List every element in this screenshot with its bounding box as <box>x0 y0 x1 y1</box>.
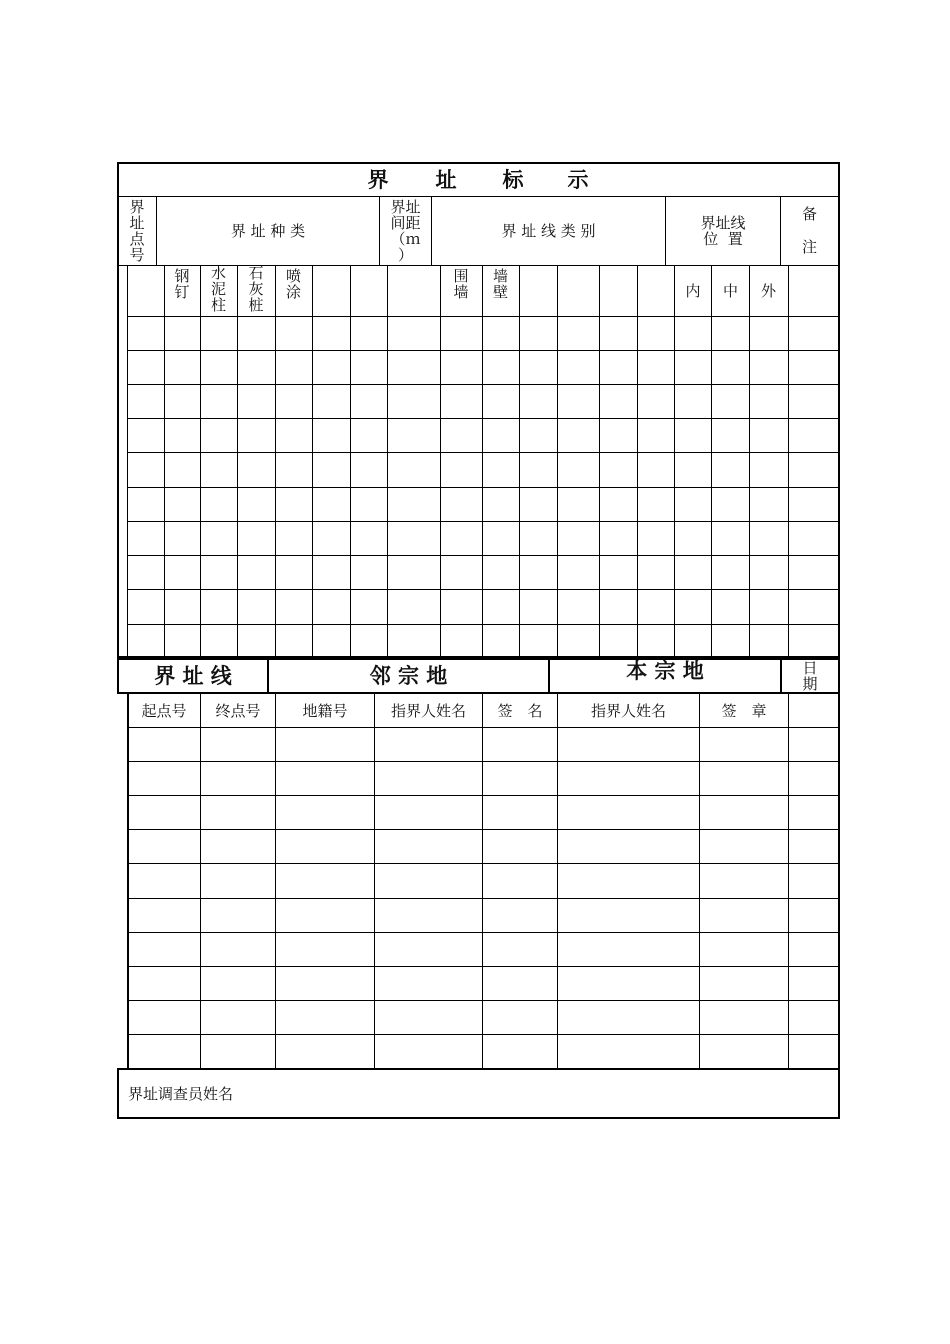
marker-grid-hline <box>127 589 839 590</box>
signature-grid-vline <box>699 694 700 1068</box>
section-title <box>118 163 838 196</box>
header-spacing <box>380 197 431 264</box>
marker-grid-vline <box>440 265 441 658</box>
marker-grid-hline <box>127 316 839 317</box>
header-point-number-char: 址 <box>129 213 145 232</box>
signature-grid-vline <box>557 694 558 1068</box>
header-remark <box>781 197 838 264</box>
marker-grid-vline <box>275 265 276 658</box>
title-char-2: 址 <box>435 166 457 192</box>
subheader-char: 石 <box>248 264 264 282</box>
marker-grid-vline <box>749 265 750 658</box>
marker-grid-vline <box>387 265 388 658</box>
signature-grid-hline <box>127 898 839 899</box>
marker-grid-vline <box>127 265 128 658</box>
col-this-seal: 签 章 <box>721 701 767 720</box>
signature-grid-vline <box>127 694 129 1068</box>
marker-grid-hline <box>127 384 839 385</box>
signature-grid-hline <box>127 966 839 967</box>
header-point-number-char: 界 <box>129 197 145 216</box>
header-line-category: 界 址 线 类 别 <box>501 221 596 240</box>
header-line-position-line: 位 置 <box>703 229 743 248</box>
subheader-char: 围 <box>453 267 469 285</box>
header-marker-type: 界 址 种 类 <box>230 221 306 240</box>
marker-grid-vline <box>200 265 201 658</box>
col-this-indicator-name: 指界人姓名 <box>590 701 666 720</box>
subheader-char: 墙 <box>492 267 508 285</box>
header-remark-char: 备 <box>801 204 817 223</box>
header-spacing-line: 界址 <box>390 197 421 216</box>
subheader-enclosure-wall <box>441 268 481 314</box>
marker-grid-vline <box>711 265 712 658</box>
signature-grid-hline <box>127 829 839 830</box>
label-neighbor-parcel: 邻 宗 地 <box>369 663 448 688</box>
title-char-4: 示 <box>567 166 589 192</box>
subheader-lime-stake <box>238 265 274 315</box>
col-end-point: 终点号 <box>215 701 261 720</box>
marker-grid-hline <box>127 521 839 522</box>
header-line-position <box>666 197 780 264</box>
subheader-spray-paint <box>276 268 311 314</box>
header-point-number <box>120 197 154 264</box>
label-date-char: 期 <box>802 674 818 693</box>
signature-grid-vline <box>275 694 276 1068</box>
marker-grid-vline <box>312 265 313 658</box>
label-date-char: 日 <box>802 658 818 677</box>
subheader-char: 柱 <box>210 296 226 314</box>
marker-grid-vline <box>674 265 675 658</box>
header-spacing-line: （ｍ <box>390 229 421 248</box>
marker-grid-vline <box>350 265 351 658</box>
header-line-position-line: 界址线 <box>700 213 746 232</box>
label-boundary-line: 界 址 线 <box>154 663 232 688</box>
header-spacing-line: ） <box>397 245 413 264</box>
subheader-char: 钉 <box>174 283 190 301</box>
col-neighbor-signature: 签 名 <box>497 701 543 720</box>
col-neighbor-indicator-name: 指界人姓名 <box>390 701 466 720</box>
marker-grid-hline <box>127 487 839 488</box>
subheader-char: 钢 <box>174 267 190 285</box>
title-char-3: 标 <box>502 166 524 192</box>
marker-grid-vline <box>519 265 520 658</box>
marker-grid-vline <box>482 265 483 658</box>
marker-grid-vline <box>237 265 238 658</box>
subheader-char: 灰 <box>248 280 264 298</box>
signature-grid-right-border <box>838 694 840 1068</box>
subheader-char: 桩 <box>248 296 264 314</box>
marker-grid-vline <box>788 265 789 658</box>
subheader-cement-post <box>201 265 236 315</box>
marker-grid-vline <box>599 265 600 658</box>
header-spacing-line: 间距 <box>390 213 421 232</box>
subheader-steel-nail <box>165 268 199 314</box>
col-start-point: 起点号 <box>141 701 187 720</box>
subheader-inner: 内 <box>685 281 701 300</box>
col-cadastral-number: 地籍号 <box>302 701 348 720</box>
subheader-outer: 外 <box>760 281 776 300</box>
marker-grid-hline <box>127 624 839 625</box>
marker-grid-vline <box>637 265 638 658</box>
subheader-wall <box>482 268 519 314</box>
signature-grid-hline <box>127 727 839 728</box>
subheader-char: 水 <box>210 264 226 282</box>
marker-grid-vline <box>164 265 165 658</box>
marker-grid-hline <box>127 555 839 556</box>
signature-grid-hline <box>127 795 839 796</box>
marker-grid-hline <box>127 350 839 351</box>
subheader-middle: 中 <box>722 281 738 300</box>
signature-grid-hline <box>127 932 839 933</box>
signature-grid-vline <box>788 694 789 1068</box>
subheader-char: 墙 <box>453 283 469 301</box>
marker-grid-vline <box>557 265 558 658</box>
signature-grid-hline <box>127 761 839 762</box>
signature-grid-vline <box>374 694 375 1068</box>
marker-grid-hline <box>127 452 839 453</box>
header-remark-char: 注 <box>801 238 817 257</box>
header-point-number-char: 点 <box>129 229 145 248</box>
label-this-parcel: 本 宗 地 <box>626 658 704 683</box>
header-point-number-char: 号 <box>129 245 145 264</box>
subheader-char: 喷 <box>285 267 301 285</box>
title-char-1: 界 <box>367 166 389 192</box>
subheader-char: 壁 <box>492 283 508 301</box>
signature-grid-hline <box>127 1034 839 1035</box>
label-date <box>782 659 838 692</box>
subheader-char: 涂 <box>285 283 301 301</box>
surveyor-name-label: 界址调查员姓名 <box>128 1084 234 1103</box>
signature-grid-vline <box>200 694 201 1068</box>
subheader-char: 泥 <box>210 280 226 298</box>
marker-grid-hline <box>127 418 839 419</box>
signature-grid-hline <box>127 863 839 864</box>
signature-grid-hline <box>127 1000 839 1001</box>
signature-grid-vline <box>482 694 483 1068</box>
